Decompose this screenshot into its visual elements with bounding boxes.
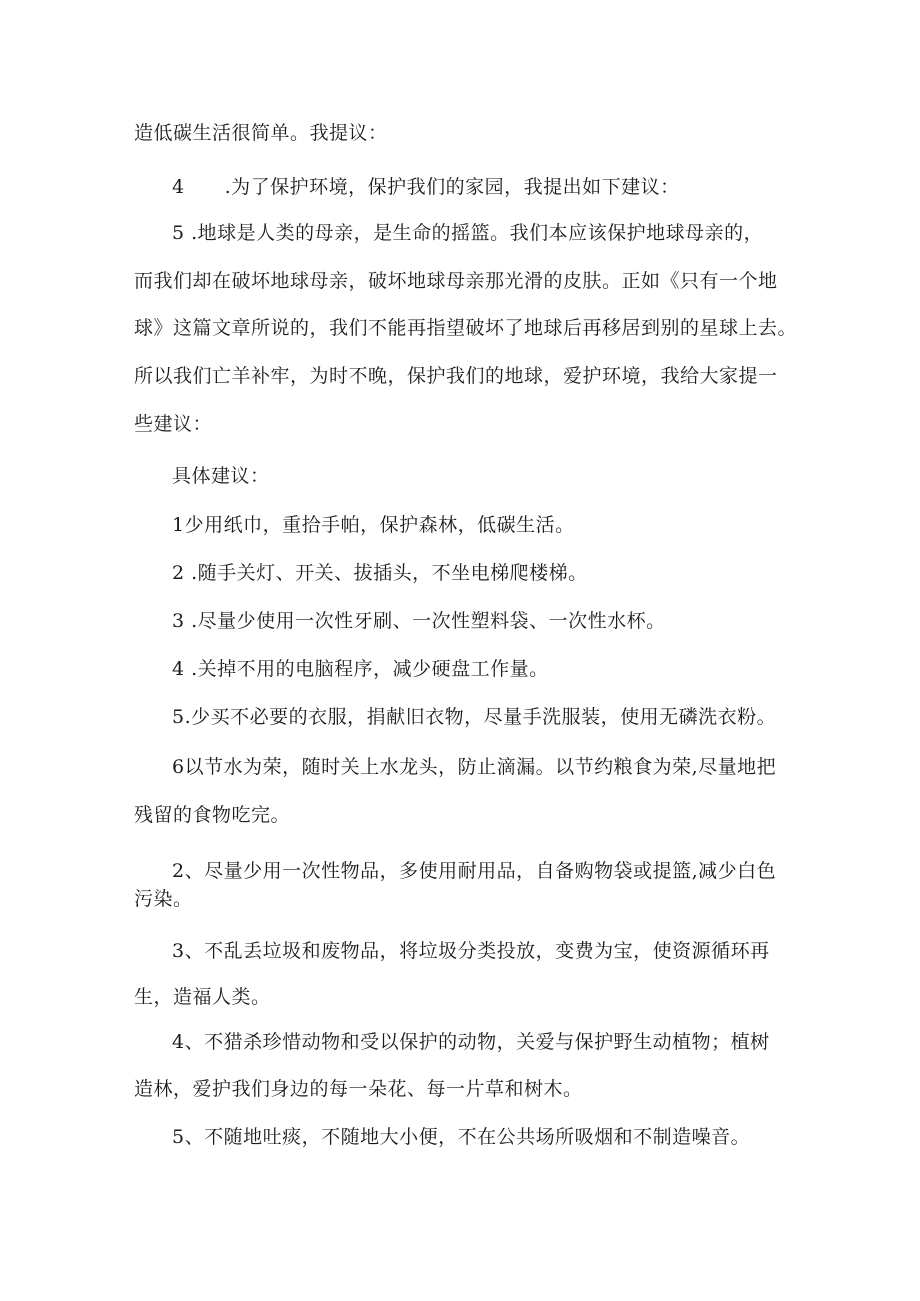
text-line: 造低碳生活很简单。我提议： [134,122,388,144]
text-line [172,172,832,199]
text-line: 污染。 [134,888,193,910]
text-line: 球》这篇文章所说的，我们不能再指望破坏了地球后再移居到别的星球上去。 [134,317,798,339]
list-item: 5.少买不必要的衣服，捐献旧衣物，尽量手洗服装，使用无磷洗衣粉。 [172,706,777,728]
text-line: 些建议： [134,413,213,435]
section-heading: 具体建议： [172,465,270,487]
text-line: 生，造福人类。 [134,986,271,1008]
list-number: 4 [172,176,185,198]
list-item: 3 .尽量少使用一次性牙刷、一次性塑料袋、一次性水杯。 [172,610,666,632]
text-line: 而我们却在破坏地球母亲，破坏地球母亲那光滑的皮肤。正如《只有一个地 [134,270,778,292]
list-item: 6以节水为荣，随时关上水龙头，防止滴漏。以节约粮食为荣,尽量地把 [172,756,777,778]
text-line: 所以我们亡羊补牢，为时不晚，保护我们的地球，爱护环境，我给大家提一 [134,365,778,387]
list-item: 3、不乱丢垃圾和废物品，将垃圾分类投放，变费为宝，使资源循环再 [172,940,770,962]
list-item: 4、不猎杀珍惜动物和受以保护的动物，关爱与保护野生动植物；植树 [172,1031,770,1053]
list-item: 4 .关掉不用的电脑程序，减少硬盘工作量。 [172,658,549,680]
text-line: 造林，爱护我们身边的每一朵花、每一片草和树木。 [134,1078,583,1100]
text-line: 5 .地球是人类的母亲，是生命的摇篮。我们本应该保护地球母亲的， [172,222,764,244]
list-item: 1少用纸巾，重拾手帕，保护森林，低碳生活。 [172,514,575,536]
list-item: 5、不随地吐痰，不随地大小便，不在公共场所吸烟和不制造噪音。 [172,1126,751,1148]
text-line: 残留的食物吃完。 [134,804,291,826]
list-item: 2 .随手关灯、开关、拔插头，不坐电梯爬楼梯。 [172,562,588,584]
list-text: .为了保护环境，保护我们的家园，我提出如下建议： [224,176,680,198]
list-item: 2、尽量少用一次性物品，多使用耐用品，自备购物袋或提篮,减少白色 [172,860,777,882]
